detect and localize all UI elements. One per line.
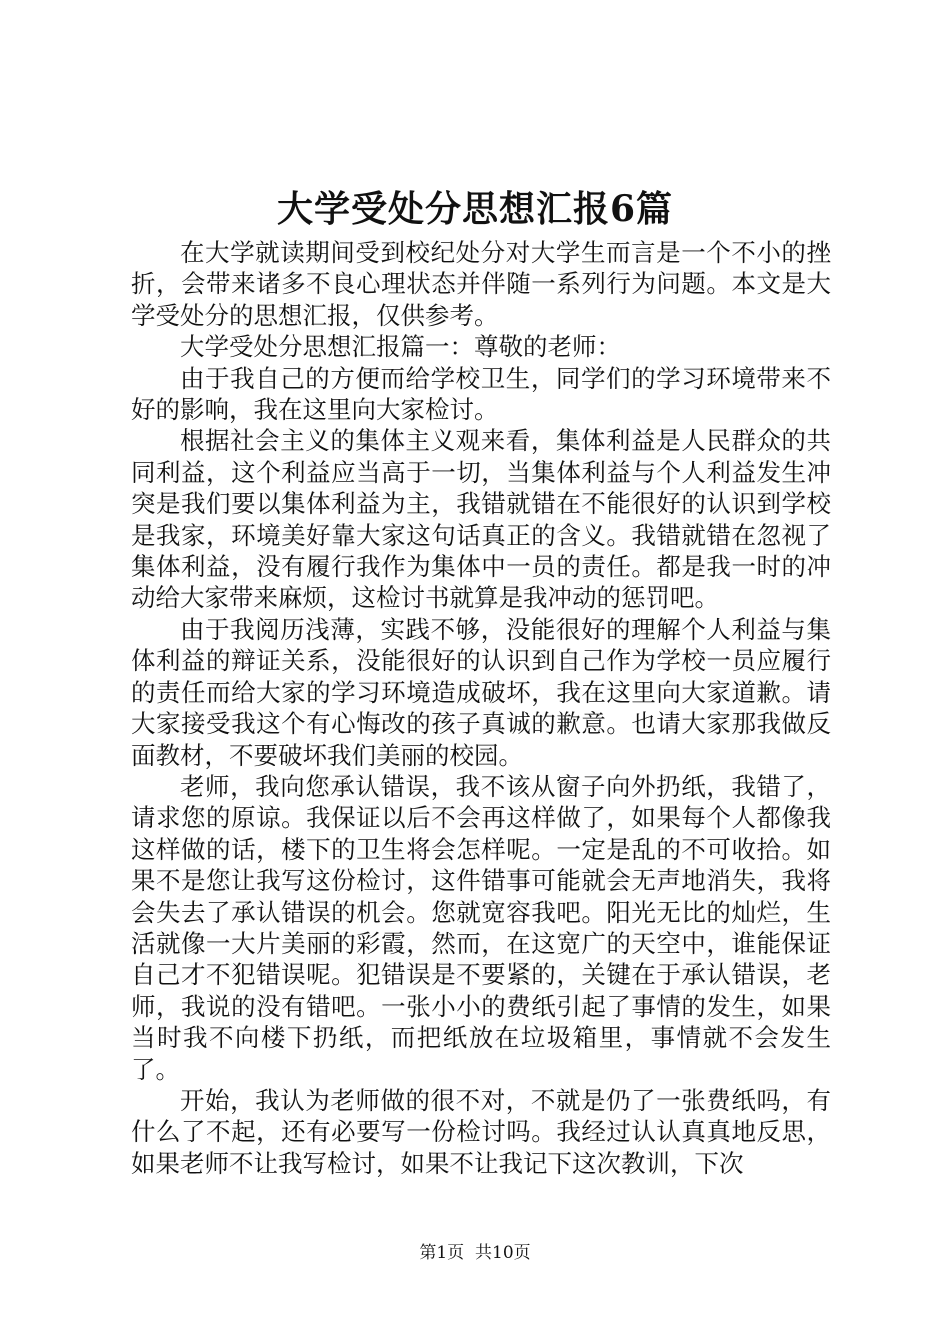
document-title: 大学受处分思想汇报6篇 — [276, 188, 674, 230]
paragraph: 由于我自己的方便而给学校卫生，同学们的学习环境带来不好的影响，我在这里向大家检讨。 — [131, 363, 831, 425]
paragraph: 开始，我认为老师做的很不对，不就是仍了一张费纸吗，有什么了不起，还有必要写一份检讨吗。我经过认认真真地反思，如果老师不让我写检讨，如果不让我记下这次教训，下次 — [131, 1085, 831, 1178]
page-number: 第1页 — [419, 1243, 465, 1263]
paragraph: 老师，我向您承认错误，我不该从窗子向外扔纸，我错了，请求您的原谅。我保证以后不会再这样做了，如果每个人都像我这样做的话，楼下的卫生将会怎样呢。一定是乱的不可收拾。如果不是您让我写这份检讨，这件错事可能就会无声地消失，我将会失去了承认错误的机会。您就宽容我吧。阳光无比的灿烂，生活就像一大片美丽的彩霞，然而，在这宽广的天空中，谁能保证自己才不犯错误呢。犯错误是不要紧的，关键在于承认错误，老师，我说的没有错吧。一张小小的费纸引起了事情的发生，如果当时我不向楼下扔纸，而把纸放在垃圾箱里，事情就不会发生了。 — [131, 771, 831, 1084]
paragraph: 根据社会主义的集体主义观来看，集体利益是人民群众的共同利益，这个利益应当高于一切，当集体利益与个人利益发生冲突是我们要以集体利益为主，我错就错在不能很好的认识到学校是我家，环境美好靠大家这句话真正的含义。我错就错在忽视了集体利益，没有履行我作为集体中一员的责任。都是我一时的冲动给大家带来麻烦，这检讨书就算是我冲动的惩罚吧。 — [131, 426, 831, 613]
paragraph: 由于我阅历浅薄，实践不够，没能很好的理解个人利益与集体利益的辩证关系，没能很好的认识到自己作为学校一员应履行的责任而给大家的学习环境造成破坏，我在这里向大家道歉。请大家接受我这个有心悔改的孩子真诚的歉意。也请大家那我做反面教材，不要破坏我们美丽的校园。 — [131, 614, 831, 770]
paragraph-intro: 在大学就读期间受到校纪处分对大学生而言是一个不小的挫折，会带来诸多不良心理状态并伴随一系列行为问题。本文是大学受处分的思想汇报，仅供参考。 — [131, 238, 831, 330]
document-body — [131, 237, 831, 1179]
paragraph-section-heading: 大学受处分思想汇报篇一：尊敬的老师： — [180, 332, 621, 362]
page-total: 共10页 — [475, 1243, 531, 1263]
page-footer — [0, 1241, 950, 1265]
